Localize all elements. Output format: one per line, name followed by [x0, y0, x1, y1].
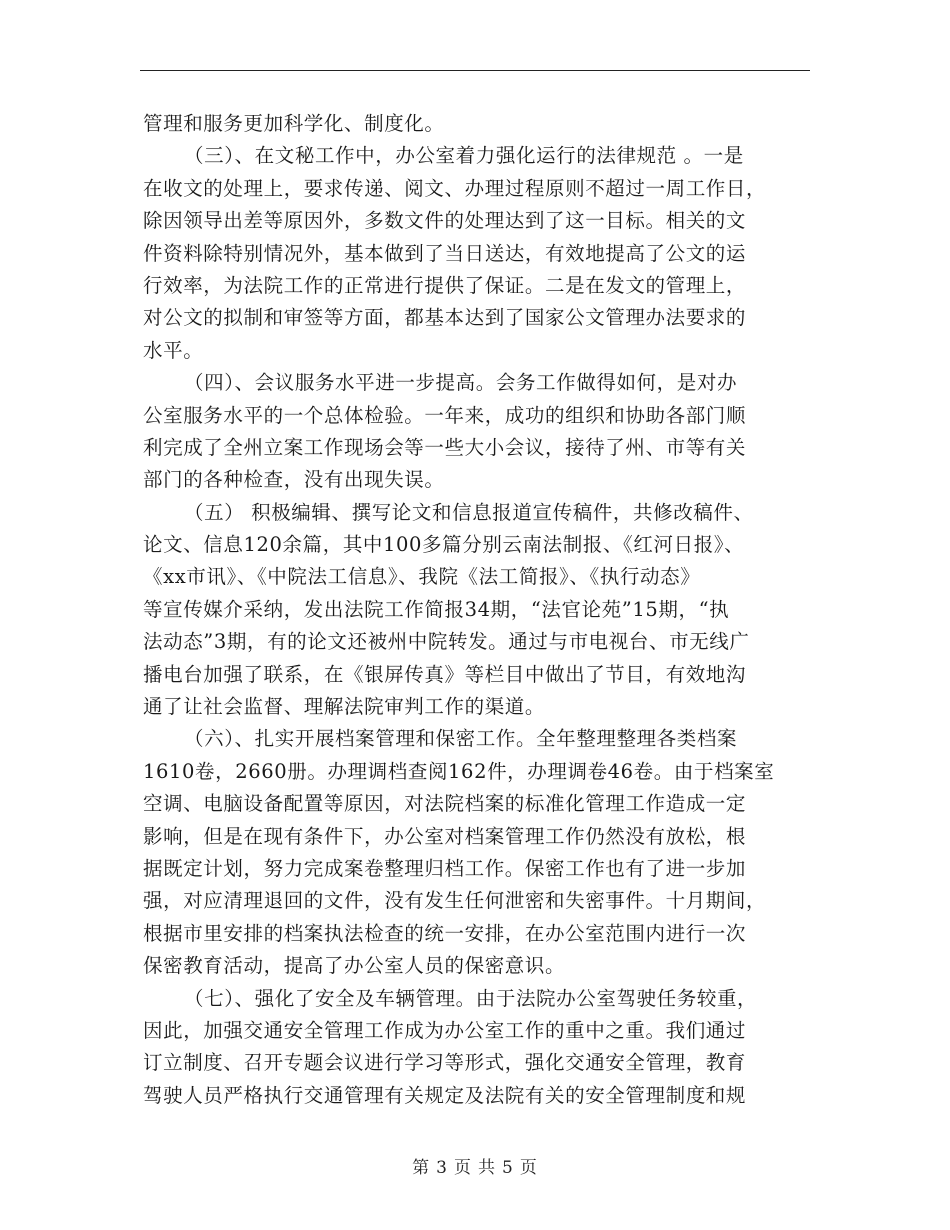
text-line: （五） 积极编辑、撰写论文和信息报道宣传稿件，共修改稿件、	[184, 500, 754, 524]
text-line: 论文、信息120余篇，其中100多篇分别云南法制报、《红河日报》、	[143, 533, 745, 557]
text-line: 公室服务水平的一个总体检验。一年来，成功的组织和协助各部门顺	[143, 403, 747, 427]
text-line: 利完成了全州立案工作现场会等一些大小会议，接待了州、市等有关	[143, 435, 747, 459]
footer-page-word: 页	[454, 1158, 472, 1178]
text-line: 强，对应清理退回的文件，没有发生任何泄密和失密事件。十月期间，	[143, 889, 767, 913]
text-line: 通了让社会监督、理解法院审判工作的渠道。	[143, 695, 546, 719]
text-line: 1610卷，2660册。办理调档查阅162件，办理调卷46卷。由于档案室	[143, 759, 775, 783]
text-line: 空调、电脑设备配置等原因，对法院档案的标准化管理工作造成一定	[143, 792, 747, 816]
footer-total-pages: 5	[502, 1158, 514, 1178]
header-rule	[140, 70, 810, 71]
page-footer	[0, 1153, 950, 1178]
text-line: （六）、扎实开展档案管理和保密工作。全年整理整理各类档案	[184, 727, 738, 751]
document-body	[143, 108, 811, 1112]
footer-prefix: 第	[412, 1158, 431, 1178]
text-line: （三）、在文秘工作中，办公室着力强化运行的法律规范 。一是	[184, 144, 744, 168]
text-line: 《xx市讯》、《中院法工信息》、我院《法工简报》、《执行动态》	[143, 565, 701, 589]
text-line: 件资料除特别情况外，基本做到了当日送达，有效地提高了公文的运	[143, 241, 747, 265]
text-line: 影响，但是在现有条件下，办公室对档案管理工作仍然没有放松，根	[143, 824, 747, 848]
text-line: （七）、强化了安全及车辆管理。由于法院办公室驾驶任务较重，	[184, 986, 758, 1010]
footer-suffix: 页	[519, 1158, 538, 1178]
text-line: 等宣传媒介采纳，发出法院工作简报34期，“法官论苑”15期，“执	[143, 597, 730, 621]
text-line: 部门的各种检查，没有出现失误。	[143, 468, 445, 492]
text-line: 驾驶人员严格执行交通管理有关规定及法院有关的安全管理制度和规	[143, 1083, 747, 1107]
text-line: 订立制度、召开专题会议进行学习等形式，强化交通安全管理，教育	[143, 1051, 747, 1075]
text-line: 保密教育活动，提高了办公室人员的保密意识。	[143, 954, 566, 978]
text-line: 据既定计划，努力完成案卷整理归档工作。保密工作也有了进一步加	[143, 856, 747, 880]
footer-current-page: 3	[436, 1158, 448, 1178]
text-line: （四）、会议服务水平进一步提高。会务工作做得如何，是对办	[184, 371, 738, 395]
footer-total-word: 共	[478, 1158, 496, 1178]
text-line: 播电台加强了联系，在《银屏传真》等栏目中做出了节目，有效地沟	[143, 662, 747, 686]
text-line: 法动态”3期，有的论文还被州中院转发。通过与市电视台、市无线广	[143, 630, 750, 654]
text-line: 水平。	[143, 338, 204, 362]
text-line: 因此，加强交通安全管理工作成为办公室工作的重中之重。我们通过	[143, 1018, 747, 1042]
text-line: 根据市里安排的档案执法检查的统一安排，在办公室范围内进行一次	[143, 921, 747, 945]
text-line: 管理和服务更加科学化、制度化。	[143, 112, 445, 135]
text-line: 行效率，为法院工作的正常进行提供了保证。二是在发文的管理上，	[143, 273, 747, 297]
text-line: 在收文的处理上，要求传递、阅文、办理过程原则不超过一周工作日，	[143, 176, 767, 200]
text-line: 除因领导出差等原因外，多数文件的处理达到了这一目标。相关的文	[143, 209, 747, 233]
text-line: 对公文的拟制和审签等方面，都基本达到了国家公文管理办法要求的	[143, 306, 747, 330]
